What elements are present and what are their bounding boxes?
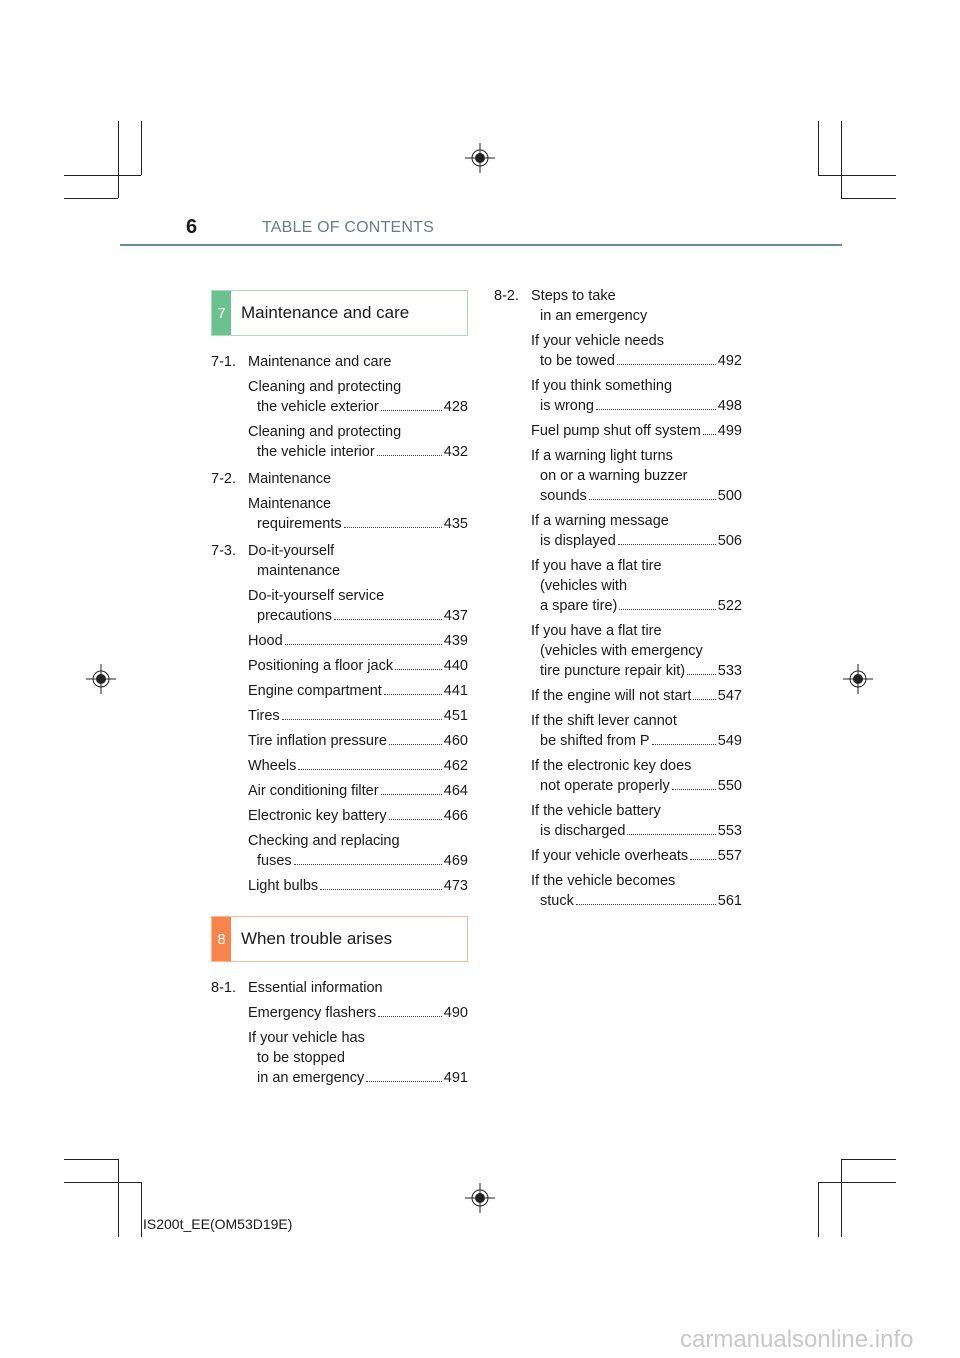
page-number-link[interactable]: 451 xyxy=(443,708,468,724)
section-number: 8-1. xyxy=(211,980,236,996)
section-title-line: Steps to take xyxy=(531,288,616,304)
page-number-link[interactable]: 432 xyxy=(443,444,468,460)
entry-line xyxy=(531,846,742,866)
section-number: 7-2. xyxy=(211,471,236,487)
entry-line xyxy=(531,446,742,466)
dot-leader xyxy=(389,731,442,745)
page-number-link[interactable]: 428 xyxy=(443,399,468,415)
entry-line xyxy=(248,1048,468,1068)
section-title-line: Essential information xyxy=(248,980,383,996)
section-title xyxy=(248,352,392,372)
entry-text: If a warning light turns xyxy=(531,448,673,464)
entry-text: If your vehicle needs xyxy=(531,333,664,349)
page-title: TABLE OF CONTENTS xyxy=(262,219,435,236)
entry-text: Engine compartment xyxy=(248,683,382,699)
dot-leader xyxy=(320,876,442,890)
entry-text: to be stopped xyxy=(257,1050,345,1066)
entry-text: the vehicle interior xyxy=(257,444,375,460)
entry-text: If the engine will not start xyxy=(531,688,692,704)
section-title xyxy=(531,286,647,326)
dot-leader xyxy=(378,1003,442,1017)
toc-entry[interactable] xyxy=(494,801,742,841)
entry-text: If the vehicle becomes xyxy=(531,873,676,889)
entry-text: precautions xyxy=(257,608,332,624)
entry-text: in an emergency xyxy=(257,1070,365,1086)
page-number-link[interactable]: 506 xyxy=(717,533,742,549)
document-code: IS200t_EE(OM53D19E) xyxy=(143,1216,293,1232)
dot-leader xyxy=(652,731,716,745)
entry-line xyxy=(531,641,742,661)
dot-leader xyxy=(619,596,715,610)
page-number-link[interactable]: 492 xyxy=(717,353,742,369)
entry-line xyxy=(248,831,468,851)
section-heading[interactable] xyxy=(494,286,742,326)
page-number-link[interactable]: 491 xyxy=(443,1070,468,1086)
toc-entry[interactable] xyxy=(211,781,468,801)
entry-line xyxy=(248,876,468,896)
section-heading[interactable] xyxy=(211,978,468,998)
entry-line xyxy=(248,731,468,751)
entry-line xyxy=(531,821,742,841)
dot-leader xyxy=(384,681,442,695)
dot-leader xyxy=(381,397,442,411)
header-rule xyxy=(120,244,842,246)
entry-line xyxy=(531,711,742,731)
entry-line xyxy=(531,801,742,821)
entry-line xyxy=(531,331,742,351)
entry-line xyxy=(248,397,468,417)
entry-line xyxy=(248,631,468,651)
dot-leader xyxy=(334,606,442,620)
section-number: 7-3. xyxy=(211,543,236,559)
entry-line xyxy=(531,376,742,396)
entry-text: requirements xyxy=(257,516,342,532)
entry-line xyxy=(248,1028,468,1048)
dot-leader xyxy=(282,706,442,720)
page-number-link[interactable]: 499 xyxy=(717,423,742,439)
entry-text: sounds xyxy=(540,488,587,504)
toc-entry[interactable] xyxy=(494,711,742,751)
entry-text: tire puncture repair kit) xyxy=(540,663,686,679)
dot-leader xyxy=(285,631,442,645)
entry-text: Tire inflation pressure xyxy=(248,733,387,749)
entry-text: If a warning message xyxy=(531,513,669,529)
entry-text: Do-it-yourself service xyxy=(248,588,385,604)
dot-leader xyxy=(589,486,716,500)
toc-entry[interactable] xyxy=(494,331,742,371)
chapter-title[interactable]: When trouble arises xyxy=(241,929,393,948)
entry-text: If the electronic key does xyxy=(531,758,692,774)
chapter-number: 8 xyxy=(212,917,231,961)
section-number: 8-2. xyxy=(494,288,519,304)
registration-mark-icon xyxy=(843,664,873,694)
entry-text: Cleaning and protecting xyxy=(248,379,402,395)
dot-leader xyxy=(377,442,442,456)
toc-entry[interactable] xyxy=(211,876,468,896)
entry-text: not operate properly xyxy=(540,778,670,794)
entry-text: Checking and replacing xyxy=(248,833,400,849)
entry-line xyxy=(531,621,742,641)
page-number-link[interactable]: 460 xyxy=(443,733,468,749)
toc-entry[interactable] xyxy=(211,422,468,462)
entry-text: Light bulbs xyxy=(248,878,319,894)
page-number-link[interactable]: 533 xyxy=(717,663,742,679)
crop-mark xyxy=(118,1159,119,1237)
page-number-link[interactable]: 500 xyxy=(717,488,742,504)
page-number: 6 xyxy=(186,216,198,238)
page-number-link[interactable]: 522 xyxy=(717,598,742,614)
entry-line xyxy=(531,531,742,551)
entry-line xyxy=(248,656,468,676)
crop-mark xyxy=(141,121,142,175)
toc-entry[interactable] xyxy=(211,681,468,701)
toc-entry[interactable] xyxy=(211,586,468,626)
crop-mark xyxy=(841,1159,896,1160)
entry-line xyxy=(248,494,468,514)
entry-line xyxy=(531,576,742,596)
chapter-title[interactable]: Maintenance and care xyxy=(241,303,410,322)
entry-text: If you have a flat tire xyxy=(531,623,662,639)
page-number-link[interactable]: 441 xyxy=(443,683,468,699)
toc-entry[interactable] xyxy=(211,706,468,726)
entry-text: on or a warning buzzer xyxy=(540,468,688,484)
toc-entry[interactable] xyxy=(494,446,742,506)
page-number-link[interactable]: 469 xyxy=(443,853,468,869)
entry-text: is wrong xyxy=(540,398,594,414)
entry-line xyxy=(531,466,742,486)
entry-line xyxy=(248,1068,468,1088)
entry-text: Tires xyxy=(248,708,280,724)
watermark: carmanualsonline.info xyxy=(680,1326,914,1353)
page-number-link[interactable]: 557 xyxy=(717,848,742,864)
entry-text: Emergency flashers xyxy=(248,1005,377,1021)
entry-line xyxy=(531,871,742,891)
dot-leader xyxy=(596,396,716,410)
section-title-line: in an emergency xyxy=(540,308,648,324)
toc-entry[interactable] xyxy=(494,511,742,551)
toc-entry[interactable] xyxy=(494,421,742,441)
entry-text: Hood xyxy=(248,633,283,649)
entry-line xyxy=(531,891,742,911)
entry-line xyxy=(248,851,468,871)
page-number-link[interactable]: 439 xyxy=(443,633,468,649)
entry-line xyxy=(248,377,468,397)
entry-line xyxy=(248,681,468,701)
dot-leader xyxy=(366,1068,442,1082)
crop-mark xyxy=(841,1159,842,1237)
dot-leader xyxy=(693,686,715,700)
entry-text: the vehicle exterior xyxy=(257,399,379,415)
toc-entry[interactable] xyxy=(211,656,468,676)
section-title-line: Maintenance and care xyxy=(248,354,392,370)
dot-leader xyxy=(687,661,716,675)
entry-text: Positioning a floor jack xyxy=(248,658,394,674)
toc-entry[interactable] xyxy=(211,756,468,776)
entry-text: (vehicles with emergency xyxy=(540,643,703,659)
chapter-number: 7 xyxy=(212,291,231,335)
entry-line xyxy=(248,442,468,462)
registration-mark-icon xyxy=(86,664,116,694)
toc-entry[interactable] xyxy=(494,756,742,796)
dot-leader xyxy=(617,351,716,365)
entry-line xyxy=(248,806,468,826)
crop-mark xyxy=(818,121,819,175)
crop-mark xyxy=(841,198,896,199)
dot-leader xyxy=(627,821,715,835)
chapter-box[interactable] xyxy=(211,916,468,962)
entry-text: is discharged xyxy=(540,823,626,839)
right-column xyxy=(494,279,742,911)
entry-line xyxy=(531,396,742,416)
entry-line xyxy=(531,486,742,506)
section-title-line: Maintenance xyxy=(248,471,332,487)
registration-mark-icon xyxy=(465,143,495,173)
page-number-link[interactable]: 561 xyxy=(717,893,742,909)
toc-entry[interactable] xyxy=(494,846,742,866)
page-number-link[interactable]: 553 xyxy=(717,823,742,839)
section-title-line: maintenance xyxy=(257,563,341,579)
entry-line xyxy=(248,422,468,442)
entry-text: If you have a flat tire xyxy=(531,558,662,574)
section-title xyxy=(248,541,340,581)
entry-text: If the shift lever cannot xyxy=(531,713,677,729)
dot-leader xyxy=(672,776,716,790)
page-number-link[interactable]: 462 xyxy=(443,758,468,774)
page-number-link[interactable]: 437 xyxy=(443,608,468,624)
crop-mark xyxy=(64,198,118,199)
section-title xyxy=(248,469,331,489)
dot-leader xyxy=(294,851,442,865)
entry-line xyxy=(531,756,742,776)
entry-text: Maintenance xyxy=(248,496,332,512)
crop-mark xyxy=(118,121,119,198)
entry-line xyxy=(531,596,742,616)
entry-text: If your vehicle has xyxy=(248,1030,365,1046)
page-number-link[interactable]: 490 xyxy=(443,1005,468,1021)
toc-entry[interactable] xyxy=(211,806,468,826)
registration-mark-icon xyxy=(465,1183,495,1213)
page-number-link[interactable]: 473 xyxy=(443,878,468,894)
toc-entry[interactable] xyxy=(494,376,742,416)
entry-text: (vehicles with xyxy=(540,578,628,594)
page-number-link[interactable]: 464 xyxy=(443,783,468,799)
entry-text: Wheels xyxy=(248,758,297,774)
entry-line xyxy=(248,756,468,776)
left-column xyxy=(211,290,468,1088)
section-title xyxy=(248,978,383,998)
entry-line xyxy=(531,511,742,531)
entry-text: Cleaning and protecting xyxy=(248,424,402,440)
crop-mark xyxy=(818,1182,819,1237)
crop-mark xyxy=(841,121,842,198)
page-number-link[interactable]: 440 xyxy=(443,658,468,674)
page-number-link[interactable]: 466 xyxy=(443,808,468,824)
toc-entry[interactable] xyxy=(211,494,468,534)
entry-text: fuses xyxy=(257,853,292,869)
crop-mark xyxy=(64,175,141,176)
entry-line xyxy=(248,514,468,534)
entry-text: Electronic key battery xyxy=(248,808,387,824)
toc-entry[interactable] xyxy=(211,1003,468,1023)
page-number-link[interactable]: 549 xyxy=(717,733,742,749)
toc-entry[interactable] xyxy=(494,621,742,681)
crop-mark xyxy=(141,1182,142,1237)
entry-line xyxy=(248,1003,468,1023)
entry-line xyxy=(531,776,742,796)
entry-text: If your vehicle overheats xyxy=(531,848,689,864)
entry-line xyxy=(531,421,742,441)
page-number-link[interactable]: 550 xyxy=(717,778,742,794)
entry-text: stuck xyxy=(540,893,574,909)
entry-text: If you think something xyxy=(531,378,673,394)
toc-entry[interactable] xyxy=(211,731,468,751)
page-number-link[interactable]: 435 xyxy=(443,516,468,532)
entry-text: be shifted from P xyxy=(540,733,650,749)
entry-line xyxy=(248,781,468,801)
entry-line xyxy=(531,351,742,371)
entry-line xyxy=(531,661,742,681)
dot-leader xyxy=(395,656,442,670)
section-heading[interactable] xyxy=(211,541,468,581)
dot-leader xyxy=(344,514,442,528)
chapter-box[interactable] xyxy=(211,290,468,336)
entry-line xyxy=(248,706,468,726)
section-title-line: Do-it-yourself xyxy=(248,543,335,559)
dot-leader xyxy=(576,891,716,905)
page-number-link[interactable]: 547 xyxy=(717,688,742,704)
entry-text: is displayed xyxy=(540,533,616,549)
entry-line xyxy=(248,586,468,606)
entry-line xyxy=(531,731,742,751)
entry-text: Air conditioning filter xyxy=(248,783,379,799)
crop-mark xyxy=(818,175,896,176)
entry-text: a spare tire) xyxy=(540,598,618,614)
toc-entry[interactable] xyxy=(211,631,468,651)
entry-text: Fuel pump shut off system xyxy=(531,423,701,439)
crop-mark xyxy=(64,1159,118,1160)
dot-leader xyxy=(703,421,716,435)
dot-leader xyxy=(381,781,442,795)
section-heading[interactable] xyxy=(211,352,468,372)
crop-mark xyxy=(64,1182,141,1183)
dot-leader xyxy=(298,756,441,770)
toc-entry[interactable] xyxy=(211,377,468,417)
page-number-link[interactable]: 498 xyxy=(717,398,742,414)
section-heading[interactable] xyxy=(211,469,468,489)
dot-leader xyxy=(389,806,442,820)
dot-leader xyxy=(618,531,716,545)
entry-text: If the vehicle battery xyxy=(531,803,661,819)
crop-mark xyxy=(818,1182,896,1183)
entry-text: to be towed xyxy=(540,353,615,369)
section-number: 7-1. xyxy=(211,354,236,370)
entry-line xyxy=(248,606,468,626)
dot-leader xyxy=(690,846,716,860)
toc-entry[interactable] xyxy=(211,1028,468,1088)
toc-entry[interactable] xyxy=(211,831,468,871)
toc-entry[interactable] xyxy=(494,556,742,616)
toc-entry[interactable] xyxy=(494,686,742,706)
toc-entry[interactable] xyxy=(494,871,742,911)
entry-line xyxy=(531,686,742,706)
entry-line xyxy=(531,556,742,576)
